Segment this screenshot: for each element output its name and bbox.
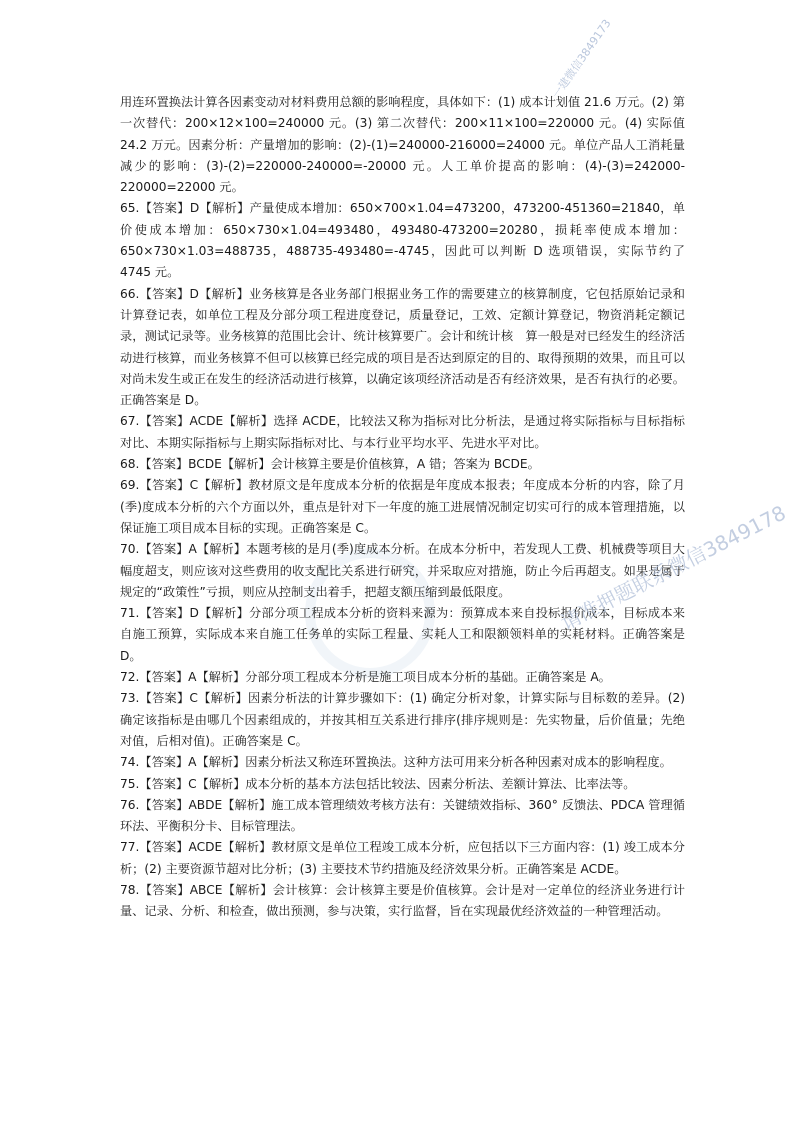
paragraph-70: 70.【答案】A【解析】本题考核的是月(季)度成本分析。在成本分析中，若发现人工费、机械费等项目大幅度超支，则应该对这些费用的收支配比关系进行研究，并采取应对措施，防止今后再超支。如果是属于规定的“政策性”亏损，则应从控制支出着手，把超支额压缩到最低限度。 bbox=[120, 542, 685, 599]
answer-explanations bbox=[120, 92, 685, 923]
paragraph-68: 68.【答案】BCDE【解析】会计核算主要是价值核算，A 错；答案为 BCDE。 bbox=[120, 457, 540, 472]
paragraph-78: 78.【答案】ABCE【解析】会计核算：会计核算主要是价值核算。会计是对一定单位的经济业务进行计量、记录、分析、和检查，做出预测，参与决策，实行监督，旨在实现最优经济效益的一种管理活动。 bbox=[120, 882, 685, 919]
paragraph-67: 67.【答案】ACDE【解析】选择 ACDE，比较法又称为指标对比分析法，是通过将实际指标与目标指标对比、本期实际指标与上期实际指标对比、与本行业平均水平、先进水平对比。 bbox=[120, 414, 685, 450]
paragraph-76: 76.【答案】ABDE【解析】施工成本管理绩效考核方法有：关键绩效指标、360° 反馈法、PDCA 管理循环法、平衡积分卡、目标管理法。 bbox=[120, 797, 685, 834]
watermark-middle: 请准押题联系微信3849178 bbox=[556, 500, 790, 635]
paragraph-66: 66.【答案】D【解析】业务核算是各业务部门根据业务工作的需要建立的核算制度，它包括原始记录和计算登记表，如单位工程及分部分项工程进度登记，质量登记，工效、定额计算登记，物资消耗定额记录，测试记录等。业务核算的范围比会计、统计核算要广。会计和统计核 算一般是对已经发生的经济活动进行核算，而业务核算不但可以核算已经完成的项目是否达到原定的目的、取得预期的效果，而且可以对尚未发生或正在发生的经济活动进行核算，以确定该项经济活动是否有经济效果，是否有执行的必要。正确答案是 D。 bbox=[120, 286, 685, 408]
paragraph-75: 75.【答案】C【解析】成本分析的基本方法包括比较法、因素分析法、差额计算法、比率法等。 bbox=[120, 776, 636, 791]
watermark-top: 一建微信3849173 bbox=[549, 16, 614, 101]
paragraph-73: 73.【答案】C【解析】因素分析法的计算步骤如下：(1) 确定分析对象，计算实际与目标数的差异。(2) 确定该指标是由哪几个因素组成的，并按其相互关系进行排序(排序规则是：先实物量，后价值量；先绝对值，后相对值)。正确答案是 C。 bbox=[120, 691, 685, 748]
paragraph-74: 74.【答案】A【解析】因素分析法又称连环置换法。这种方法可用来分析各种因素对成本的影响程度。 bbox=[120, 755, 672, 770]
paragraph-77: 77.【答案】ACDE【解析】教材原文是单位工程竣工成本分析，应包括以下三方面内容：(1) 竣工成本分析；(2) 主要资源节超对比分析；(3) 主要技术节约措施及经济效果分析。正确答案是 ACDE。 bbox=[120, 840, 685, 876]
paragraph-71: 71.【答案】D【解析】分部分项工程成本分析的资料来源为：预算成本来自投标报价成本，目标成本来自施工预算，实际成本来自施工任务单的实际工程量、实耗人工和限额领料单的实耗材料。正确答案是 D。 bbox=[120, 606, 685, 663]
paragraph-69: 69.【答案】C【解析】教材原文是年度成本分析的依据是年度成本报表；年度成本分析的内容，除了月(季)度成本分析的六个方面以外，重点是针对下一年度的施工进展情况制定切实可行的成本管理措施，以保证施工项目成本目标的实现。正确答案是 C。 bbox=[120, 478, 685, 535]
paragraph-65: 65.【答案】D【解析】产量使成本增加：650×700×1.04=473200，473200-451360=21840，单价使成本增加：650×730×1.04=493480，493480-473200=20280，损耗率使成本增加：650×730×1.03=488735，488735-493480=-4745，因此可以判断 D 选项错误，实际节约了 4745 元。 bbox=[120, 201, 685, 280]
paragraph-72: 72.【答案】A【解析】分部分项工程成本分析是施工项目成本分析的基础。正确答案是 A。 bbox=[120, 670, 611, 685]
paragraph-intro: 用连环置换法计算各因素变动对材料费用总额的影响程度，具体如下：(1) 成本计划值 21.6 万元。(2) 第一次替代：200×12×100=240000 元。(3) 第二次替代：200×11×100=220000 元。(4) 实际值 24.2 万元。因素分析：产量增加的影响：(2)-(1)=240000-216000=24000 元。单位产品人工消耗量减少的影响：(3)-(2)=220000-240000=-20000 元。人工单价提高的影响：(4)-(3)=242000-220000=22000 元。 bbox=[120, 95, 685, 195]
